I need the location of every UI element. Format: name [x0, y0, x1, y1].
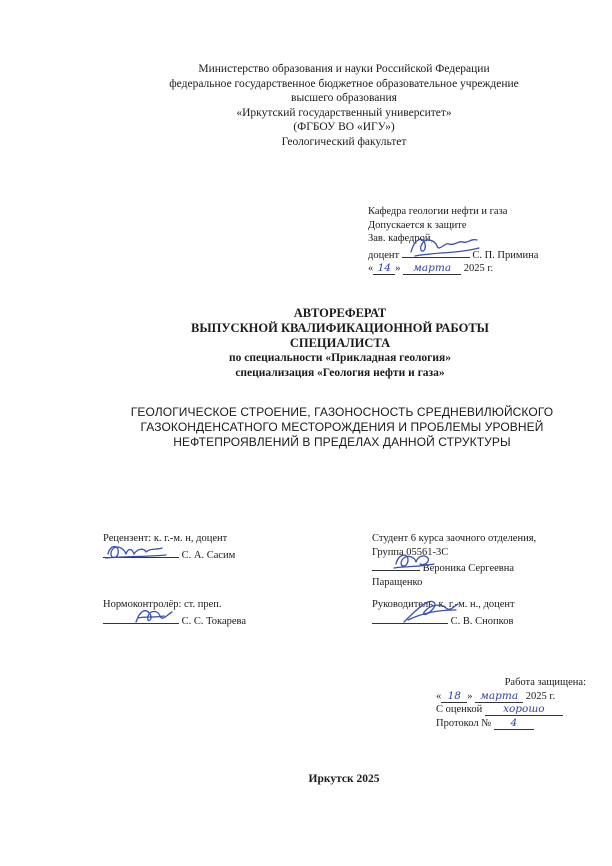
approval-year: 2025 г.	[463, 263, 494, 274]
defense-grade	[436, 703, 586, 717]
defense-grade-value: хорошо	[485, 703, 563, 716]
defense-year: 2025 г.	[525, 690, 556, 702]
student-group: Группа 05561-3С	[372, 546, 449, 558]
header-line-ministry: Министерство образования и науки Российской Федерации	[198, 63, 490, 75]
defense-protocol-value: 4	[494, 717, 534, 730]
approval-name: С. П. Примина	[472, 249, 539, 261]
defense-protocol-label: Протокол №	[436, 717, 492, 729]
institution-header	[38, 62, 612, 149]
approval-date	[368, 262, 598, 276]
approval-position: доцент	[368, 249, 400, 261]
defense-label: Работа защищена:	[504, 677, 586, 688]
reviewer-name: С. А. Сасим	[181, 549, 236, 561]
topic-line-2: ГАЗОКОНДЕНСАТНОГО МЕСТОРОЖДЕНИЯ И ПРОБЛЕМЫ УРОВНЕЙ	[140, 420, 544, 434]
approval-department: Кафедра геологии нефти и газа	[368, 206, 508, 217]
header-line-institution-type: федеральное государственное бюджетное образовательное учреждение	[169, 77, 519, 90]
defense-date-open-quote: «	[436, 690, 442, 702]
approval-date-close-quote: »	[395, 263, 401, 274]
normcontrol-signature	[128, 604, 178, 628]
approval-date-open-quote: «	[368, 263, 374, 274]
footer	[38, 772, 612, 787]
title-abstract: АВТОРЕФЕРАТ	[293, 306, 387, 320]
reviewer-label: Рецензент: к. г.-м. н, доцент	[103, 533, 228, 544]
student-signature	[388, 548, 438, 572]
approval-admitted: Допускается к защите	[368, 219, 467, 231]
approval-head: Зав. кафедрой,	[368, 233, 434, 244]
defense-day: 18	[441, 690, 467, 703]
defense-date	[436, 690, 586, 704]
approval-month: марта	[403, 262, 461, 275]
header-line-abbreviation: (ФГБОУ ВО «ИГУ»)	[293, 121, 395, 133]
header-line-university: «Иркутский государственный университет»	[236, 106, 452, 119]
title-degree: СПЕЦИАЛИСТА	[289, 336, 391, 350]
header-line-education-level: высшего образования	[291, 92, 397, 104]
supervisor-label: Руководитель: к. г.-м. н., доцент	[372, 599, 515, 610]
student-name-line-1: Вероника Сергеевна	[422, 563, 515, 574]
approval-signature	[405, 230, 485, 260]
student-label: Студент 6 курса заочного отделения,	[372, 533, 537, 544]
reviewer-signature	[102, 540, 172, 562]
defense-date-close-quote: »	[467, 690, 473, 702]
title-specialization: специализация «Геология нефти и газа»	[235, 366, 445, 379]
topic-line-3: НЕФТЕПРОЯВЛЕНИЙ В ПРЕДЕЛАХ ДАННОЙ СТРУКТУРЫ	[173, 435, 511, 449]
approval-day: 14	[373, 262, 395, 275]
student-name-line-2: Паращенко	[372, 576, 423, 588]
normcontrol-label: Нормоконтролёр: ст. преп.	[103, 599, 222, 610]
footer-city-year: Иркутск 2025	[308, 773, 380, 785]
thesis-topic	[36, 405, 612, 450]
topic-line-1: ГЕОЛОГИЧЕСКОЕ СТРОЕНИЕ, ГАЗОНОСНОСТЬ СРЕДНЕВИЛЮЙСКОГО	[130, 405, 554, 419]
normcontrol-name: С. С. Токарева	[181, 615, 246, 627]
title-work-type: ВЫПУСКНОЙ КВАЛИФИКАЦИОННОЙ РАБОТЫ	[191, 321, 489, 335]
supervisor-name: С. В. Снопков	[450, 615, 514, 627]
defense-month: марта	[475, 690, 523, 703]
defense-protocol	[436, 717, 586, 731]
defense-block	[436, 676, 586, 730]
defense-grade-label: С оценкой	[436, 704, 483, 715]
header-line-faculty: Геологический факультет	[281, 135, 407, 148]
title-block	[34, 306, 612, 380]
supervisor-signature	[394, 596, 464, 626]
title-specialty: по специальности «Прикладная геология»	[229, 352, 451, 364]
